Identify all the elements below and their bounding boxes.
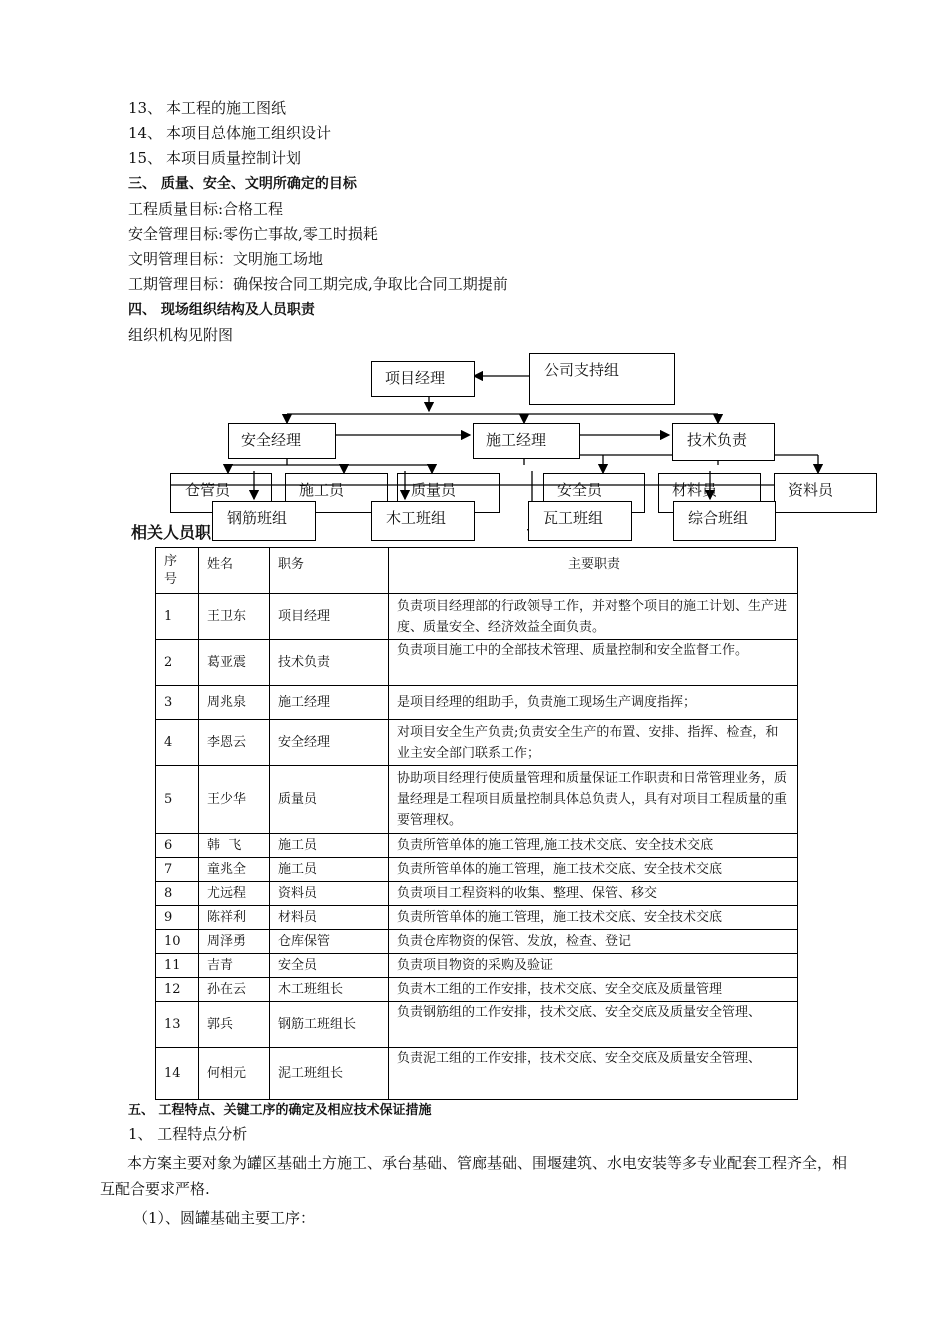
table-row: 14 何相元 泥工班组长 负责泥工组的工作安排，技术交底、安全交底及质量安全管理、 [156,1048,798,1100]
header-name: 姓名 [199,548,270,594]
table-row: 3 周兆泉 施工经理 是项目经理的组助手，负责施工现场生产调度指挥； [156,686,798,720]
org-box-safety-manager: 安全经理 [228,423,336,459]
goal-safety: 安全管理目标:零伤亡事故,零工时损耗 [128,225,378,243]
table-row: 1 王卫东 项目经理 负责项目经理部的行政领导工作，并对整个项目的施工计划、生产进度、质量安全、经济效益全面负责。 [156,594,798,640]
goal-schedule: 工期管理目标：确保按合同工期完成,争取比合同工期提前 [128,275,508,293]
org-box-warehouse: 仓管员 [170,473,272,513]
table-row: 2 葛亚震 技术负责 负责项目施工中的全部技术管理、质量控制和安全监督工作。 [156,640,798,686]
list-item: 14、 本项目总体施工组织设计 [128,124,332,142]
table-row: 7 童兆全 施工员 负责所管单体的施工管理，施工技术交底、安全技术交底 [156,858,798,882]
header-duty: 主要职责 [389,548,798,594]
org-box-material: 材料员 [658,473,761,513]
personnel-table [155,547,798,1100]
table-row: 10 周泽勇 仓库保管 负责仓库物资的保管、发放，检查、登记 [156,930,798,954]
goal-quality: 工程质量目标:合格工程 [128,200,284,218]
org-box-safety-officer: 安全员 [543,473,645,513]
table-row: 6 韩 飞 施工员 负责所管单体的施工管理,施工技术交底、安全技术交底 [156,834,798,858]
table-row: 11 吉青 安全员 负责项目物资的采购及验证 [156,954,798,978]
subsection-1-1-heading: （1）、圆罐基础主要工序： [133,1209,316,1227]
table-row: 9 陈祥利 材料员 负责所管单体的施工管理，施工技术交底、安全技术交底 [156,906,798,930]
goal-civilized: 文明管理目标：文明施工场地 [128,250,324,268]
section4-heading: 四、 现场组织结构及人员职责 [128,302,315,318]
org-box-technical-lead: 技术负责 [672,423,775,461]
org-box-quality: 质量员 [397,473,500,513]
section3-heading: 三、 质量、安全、文明所确定的目标 [128,176,357,192]
org-box-carpentry-team: 木工班组 [371,501,475,541]
subsection-1-heading: 1、 工程特点分析 [128,1125,248,1143]
org-note: 组织机构见附图 [128,326,234,344]
org-box-construction-manager: 施工经理 [473,423,580,459]
table-row: 5 王少华 质量员 协助项目经理行使质量管理和质量保证工作职责和日常管理业务，质量经理是工程项目质量控制具体总负责人，具有对项目工程质量的重要管理权。 [156,766,798,834]
list-item: 13、 本工程的施工图纸 [128,99,287,117]
org-box-rebar-team: 钢筋班组 [212,501,316,541]
table-row: 12 孙在云 木工班组长 负责木工组的工作安排，技术交底、安全交底及质量管理 [156,978,798,1002]
table-heading: 相关人员职 [131,523,212,542]
table-row: 8 尤远程 资料员 负责项目工程资料的收集、整理、保管、移交 [156,882,798,906]
paragraph: 本方案主要对象为罐区基础土方施工、承台基础、管廊基础、围堰建筑、水电安装等多专业配套工程齐全，相互配合要求严格. [100,1154,848,1198]
section5-heading: 五、 工程特点、关键工序的确定及相应技术保证措施 [128,1103,432,1118]
org-chart-lines [0,0,950,545]
org-box-company-support: 公司支持组 [529,353,675,405]
header-no: 序 号 [156,548,199,594]
table-row: 13 郭兵 钢筋工班组长 负责钢筋组的工作安排，技术交底、安全交底及质量安全管理、 [156,1002,798,1048]
org-box-project-manager: 项目经理 [371,361,475,397]
org-box-constructor: 施工员 [285,473,388,513]
header-role: 职务 [270,548,389,594]
table-row: 4 李恩云 安全经理 对项目安全生产负责;负责安全生产的布置、安排、指挥、检查，和业主安全部门联系工作； [156,720,798,766]
org-box-general-team: 综合班组 [673,501,776,541]
org-box-documents: 资料员 [774,473,877,513]
org-box-masonry-team: 瓦工班组 [528,501,632,541]
table-header-row [156,548,798,594]
list-item: 15、 本项目质量控制计划 [128,149,302,167]
